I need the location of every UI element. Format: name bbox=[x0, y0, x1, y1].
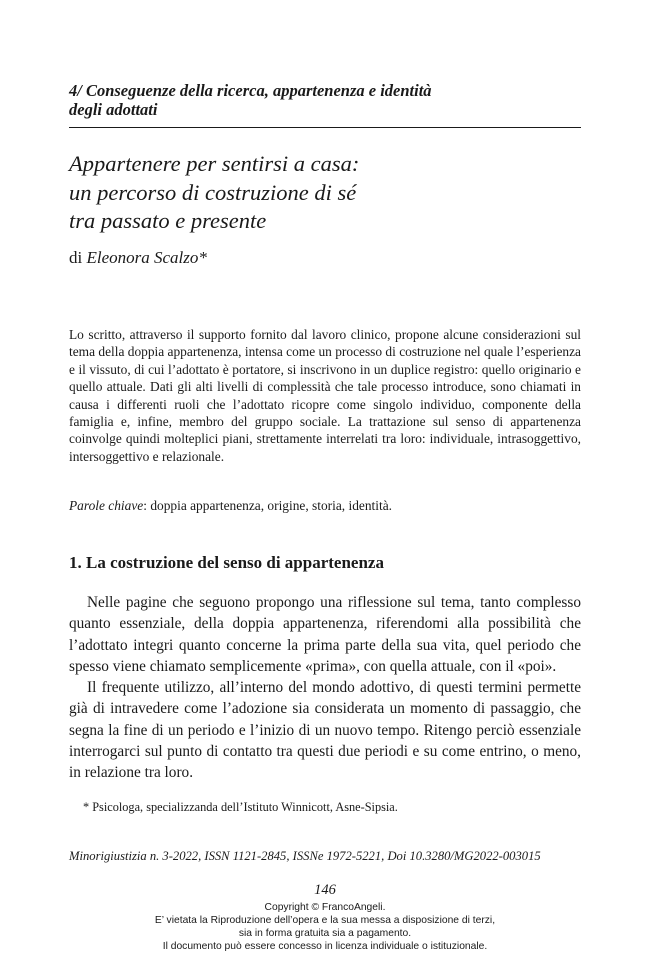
author-name: Eleonora Scalzo* bbox=[86, 248, 207, 267]
article-title-line: Appartenere per sentirsi a casa: bbox=[69, 151, 360, 176]
article-title bbox=[69, 150, 509, 236]
article-title-line: un percorso di costruzione di sé bbox=[69, 179, 357, 205]
body-text bbox=[69, 592, 581, 784]
section-header-line: degli adottati bbox=[69, 100, 158, 119]
page-number: 146 bbox=[314, 882, 336, 898]
header-divider bbox=[69, 127, 581, 128]
byline bbox=[69, 248, 207, 268]
body-paragraph: Il frequente utilizzo, all’interno del mondo adottivo, di questi termini permette già di intravedere come l’adozione sia considerata un momento di passaggio, che segna la fine di un periodo e l’inizio di un nuovo tempo. Ritengo perciò essenziale interrogarci sul punto di contatto tra questi due periodi e su come entrino, o meno, in relazione tra loro. bbox=[69, 679, 581, 782]
copyright-line: E’ vietata la Riproduzione dell’opera e la sua messa a disposizione di terzi, bbox=[154, 915, 496, 926]
article-title-line: tra passato e presente bbox=[69, 208, 267, 233]
abstract: Lo scritto, attraverso il supporto fornito dal lavoro clinico, propone alcune considerazioni sul tema della doppia appartenenza, intensa come un processo di costruzione nel quale l’esperienza e il vissuto, di cui l’adottato è portatore, si inscrivono in un duplice registro: quello originario e quello attuale. Dati gli alti livelli di complessità che tale processo introduce, sono chiamati in causa i differenti ruoli che l’adottato ricopre come singolo individuo, componente della famiglia e, infine, membro del gruppo sociale. La trattazione sul senso di appartenenza coinvolge quindi molteplici piani, strettamente interrelati tra loro: individuale, intrasoggettivo, intersoggettivo e relazionale. bbox=[69, 327, 581, 464]
keywords-label: Parole chiave bbox=[69, 498, 144, 513]
copyright-line: Copyright © FrancoAngeli. bbox=[264, 902, 386, 913]
copyright-line: sia in forma gratuita sia a pagamento. bbox=[238, 928, 412, 939]
copyright-notice bbox=[0, 901, 650, 953]
journal-reference: Minorigiustizia n. 3-2022, ISSN 1121-2845, ISSNe 1972-5221, Doi 10.3280/MG2022-003015 bbox=[69, 849, 541, 863]
copyright-line: Il documento può essere concesso in licenza individuale o istituzionale. bbox=[162, 941, 488, 952]
keywords-values: : doppia appartenenza, origine, storia, identità. bbox=[143, 498, 393, 513]
section-header bbox=[69, 81, 581, 119]
footnote: * Psicologa, specializzanda dell’Istituto Winnicott, Asne-Sipsia. bbox=[83, 800, 398, 814]
byline-prefix: di bbox=[69, 248, 83, 267]
keywords bbox=[69, 497, 581, 514]
section-title: 1. La costruzione del senso di appartenenza bbox=[69, 553, 384, 572]
body-paragraph: Nelle pagine che seguono propongo una riflessione sul tema, tanto complesso quanto essenziale, della doppia appartenenza, riferendomi alla possibilità che l’adottato integri quanto concerne la prima parte della sua vita, quel periodo che spesso viene chiamato semplicemente «prima», con quella attuale, con il «poi». bbox=[69, 594, 581, 675]
section-header-line: 4/ Conseguenze della ricerca, appartenenza e identità bbox=[69, 81, 432, 100]
